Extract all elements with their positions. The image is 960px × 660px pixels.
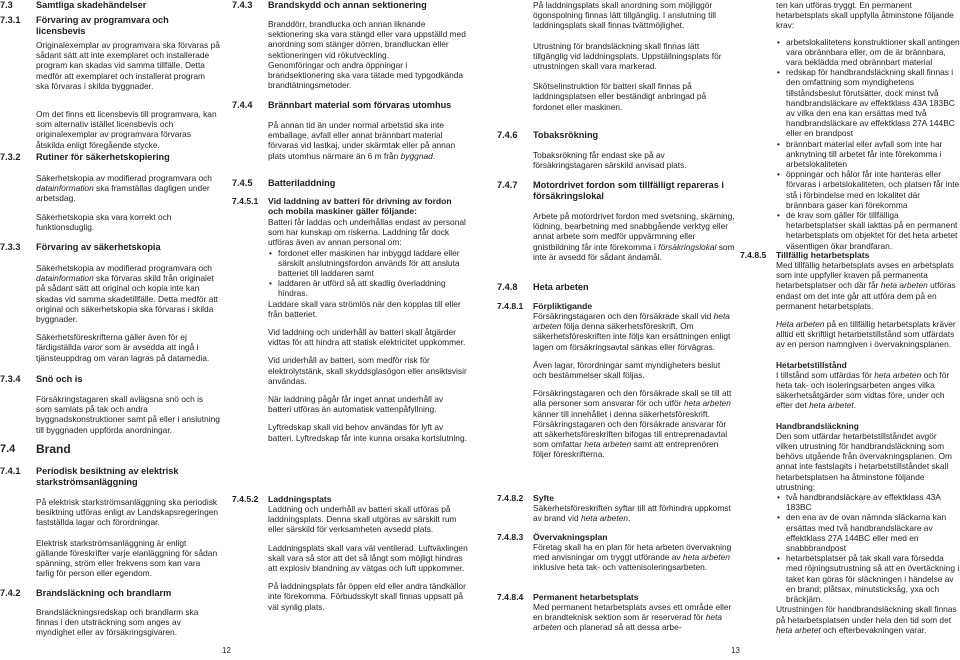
paragraph: Försäkringstagaren och den försäkrade skall vid heta arbeten följa denna säkerhetsföreskrift. Om säkerhetsföreskriften inte följs kan ersättningen enligt lagen om försäkringsavtal sänkas eller förvägras. <box>533 311 731 352</box>
section-heading: Brandsläckning och brandlarm <box>36 588 172 598</box>
section-number: 7.4.6 <box>497 130 518 140</box>
section-number: 7.4.8.2 <box>497 493 524 503</box>
section-7-3-2 <box>0 152 220 163</box>
section-7-4-2 <box>0 588 220 599</box>
paragraph: ten kan utföras tryggt. En permanent hetarbetsplats skall uppfylla åtminstone följande krav: <box>776 0 954 31</box>
paragraph: Originalexemplar av programvara ska förvaras på sådant sätt att inte exemplaret och installerade program kan skadas vid samma tillfälle. Detta medför att exemplaret och installerat program ska förvaras i skilda byggnader. <box>36 40 220 91</box>
paragraph: Branddörr, brandlucka och annan liknande sektionering ska vara stängd eller vara uppställd med anordning som stänger dörren, brandluckan eller sektioneringen vid rökutveckling. <box>268 19 466 60</box>
section-heading: Laddningsplats <box>268 494 332 504</box>
list-item: • fordonet eller maskinen har inbyggd laddare eller särskilt anslutningsfordon används för att ansluta batteriet till laddaren samt <box>268 248 468 279</box>
paragraph: Brandsläckningsredskap och brandlarm ska finnas i den utsträckning som anges av myndighet eller av försäkringsgivaren. <box>36 607 199 638</box>
paragraph: På annan tid än under normal arbetstid ska inte emballage, avfall eller annat brännbart material förvaras vid lastkaj, under skärmtak eller på annan plats utomhus närmare än 6 m från byggnad. <box>268 120 456 161</box>
section-heading: Permanent hetarbetsplats <box>533 592 639 602</box>
section-number: 7.4.4 <box>232 100 253 110</box>
section-7-4-5-1 <box>232 196 468 216</box>
section-7-4-7 <box>497 180 735 202</box>
list-item: • brännbart material eller avfall som inte har anknytning till arbetet får inte förekomma i arbetslokaliteten <box>776 139 960 170</box>
text-block <box>232 19 468 90</box>
section-number: 7.4 <box>0 443 16 455</box>
paragraph: Säkerhetsföreskrifterna gäller även för ej färdigställda varor som är avsedda att ingå i tjänsteuppdrag om varan lagras på datamedia. <box>36 332 210 363</box>
section-number: 7.3.2 <box>0 152 21 162</box>
text-block <box>0 263 220 363</box>
section-7-4-8-5 <box>740 250 960 260</box>
section-number: 7.3.4 <box>0 374 21 384</box>
text-block <box>497 311 735 460</box>
section-number: 7.4.5 <box>232 178 253 188</box>
list-item: • öppningar och hålor får inte hanteras eller förvaras i arbetslokaliteten, och platsen får inte stå i förbindelse med en lokalitet där brännbara gaser kan förekomma <box>776 169 960 210</box>
text-block <box>740 0 960 251</box>
list-item: • redskap för handbrandsläckning skall finnas i den omfattning som myndighetens tillståndsbeslut förutsätter, dock minst två handbrandsläckare av effektklass 43A 183BC av vilka den ena kan ersättas med två handbrandsläckare av effektklass 27A 144BC eller en brandpost <box>776 67 960 138</box>
section-number: 7.4.7 <box>497 180 518 190</box>
section-heading: Vid laddning av batteri för drivning av fordon och mobila maskiner gäller följande: <box>268 196 452 217</box>
paragraph: Försäkringstagaren skall avlägsna snö och is som samlats på tak och andra byggnadskonstruktioner samt på eller i anslutning till byggnaden uppförda anordningar. <box>36 394 220 435</box>
section-heading: Batteriladdning <box>268 178 336 188</box>
paragraph: Med tillfällig hetarbetsplats avses en arbetsplats som inte uppfyller kraven på permanenta hetarbetsplatser och där får heta arbeten utföras endast om det inte går att utföra dem på en permanent hetarbetsplats. <box>776 260 956 311</box>
paragraph: Även lagar, förordningar samt myndigheters beslut och bestämmelser skall följas. <box>533 359 721 381</box>
text-block <box>497 0 735 112</box>
section-heading: Brand <box>36 442 71 456</box>
paragraph: Säkerhetskopia av modifierad programvara och datainformation ska framställas dagligen under arbetsdag. <box>36 173 212 204</box>
paragraph: Säkerhetsföreskriften syftar till att förhindra uppkomst av brand vid heta arbeten. <box>533 503 731 524</box>
section-7-3-3 <box>0 242 220 253</box>
paragraph: Genomföringar och andra öppningar i brandsektionering ska vara tätade med typgodkända brandtätningsmetoder. <box>268 59 464 91</box>
section-heading: Periodisk besiktning av elektrisk starkströmsanläggning <box>36 466 179 487</box>
section-number: 7.4.2 <box>0 588 21 598</box>
section-number: 7.3.1 <box>0 15 21 25</box>
section-number: 7.4.5.1 <box>232 196 259 206</box>
paragraph: Lyftredskap skall vid behov användas för lyft av batteri. Lyftredskap får inte kunna orsaka kortslutning. <box>268 422 467 443</box>
section-number: 7.4.8.1 <box>497 301 524 311</box>
paragraph: Elektrisk starkströmsanläggning är enligt gällande föreskrifter varje elanläggning för sådan spänning, ström eller frekvens som kan vara farlig för person eller egendom. <box>36 537 218 579</box>
paragraph: Utrustning för brandsläckning skall finnas lätt tillgänglig vid laddningsplats. Uppställningsplats för utrustningen skall vara markerad. <box>533 40 722 72</box>
section-number: 7.4.8.5 <box>740 250 767 260</box>
paragraph: På elektrisk starkströmsanläggning ska periodisk besiktning utföras enligt av Landskapsregeringen fastställda lagar och förordningar. <box>36 497 219 528</box>
text-block <box>497 150 735 170</box>
section-heading: Rutiner för säkerhetskopiering <box>36 152 170 162</box>
paragraph: Utrustningen för handbrandsläckning skall finnas på hetarbetsplatsen under hela den tid som det heta arbetet och efterbevakningen varar. <box>776 604 957 635</box>
paragraph: Skötselinstruktion för batteri skall finnas på laddningsplatsen eller beständigt anbringad på fordonet eller maskinen. <box>533 81 707 112</box>
bullet-list <box>776 37 960 251</box>
paragraph: Tobaksrökning får endast ske på av försäkringstagaren särskild anvisad plats. <box>533 150 687 171</box>
section-7-4-8 <box>497 282 735 293</box>
section-7-4-1 <box>0 466 220 488</box>
text-block <box>232 504 468 612</box>
section-number: 7.3.3 <box>0 242 21 252</box>
section-heading: Heta arbeten <box>533 282 589 292</box>
section-heading: Tobaksrökning <box>533 130 599 140</box>
section-7-4 <box>0 442 220 456</box>
text-block <box>0 607 220 638</box>
list-item: • hetarbetsplatser på tak skall vara försedda med röjningsutrustning så att en övertäckning i taket kan göras för släckningen i händelse av en brand; plåtsax, minutsticksåg, yxa och bräckjärn. <box>776 553 960 604</box>
section-7-4-8-3 <box>497 532 735 542</box>
section-7-4-5 <box>232 178 468 189</box>
section-number: 7.4.5.2 <box>232 494 259 504</box>
paragraph: Arbete på motordrivet fordon med svetsning, skärning, lödning, bearbetning med snabbgående verktyg eller annat arbete som medför uppvärmning eller gnistbildning får inte förekomma i försäkringslokal som inte är avsedd för sådant ändamål. <box>533 211 735 262</box>
paragraph: Säkerhetskopia av modifierad programvara och datainformation ska förvaras skild från originalet på sådant sätt att original och kopia inte kan skadas vid samma skadetillfälle. Detta medför att original och säkerhetskopia ska förvaras i skilda byggnader. <box>36 263 219 325</box>
section-number: 7.4.3 <box>232 0 253 10</box>
bullet-list <box>268 248 468 299</box>
text-block <box>497 542 735 573</box>
paragraph: Med permanent hetarbetsplats avses ett område eller en brandteknisk sektion som är reserverad för heta arbeten och planerad så att dessa arbe- <box>533 602 732 633</box>
text-block <box>497 602 735 633</box>
list-item: • arbetslokalitetens konstruktioner skall antingen vara obrännbara eller, om de är brännbara, vara beklädda med obrännbart material <box>776 37 960 68</box>
bullet-list <box>776 492 960 604</box>
paragraph: Handbrandsläckning Den som utfärdar hetarbetstillståndet avgör vilken utrustning för handbrandsläckning som behövs utgående från övervakningsplanen. Om annat inte fastslagits i hetarbetstillståndet skall hetarbetsplatsen ha åtminstone följande utrustning: <box>776 420 952 492</box>
section-heading: Snö och is <box>36 374 83 384</box>
subheading: Hetarbetstillstånd <box>776 359 847 370</box>
paragraph: När laddning pågår får inget annat underhåll av batteri utföras än automatisk vattenpåfyllning. <box>268 394 444 415</box>
section-7-4-8-1 <box>497 301 735 311</box>
section-number: 7.4.8.3 <box>497 532 524 542</box>
section-heading: Förvaring av säkerhetskopia <box>36 242 161 252</box>
section-heading: Brandskydd och annan sektionering <box>268 0 427 10</box>
section-heading: Syfte <box>533 493 555 503</box>
section-7-3 <box>0 0 220 11</box>
text-block <box>0 173 220 232</box>
text-block <box>232 120 468 161</box>
section-heading: Motordrivet fordon som tillfälligt repareras i försäkringslokal <box>533 180 724 201</box>
text-block <box>232 217 468 443</box>
paragraph: Laddare skall vara strömlös när den kopplas till eller från batteriet. <box>268 298 461 319</box>
section-heading: Förvaring av programvara och licensbevis <box>36 15 169 36</box>
list-item: • de krav som gäller för tillfälliga hetarbetsplatser skall iakttas på en permanent hetarbetsplats om objektet för det heta arbetet väsentligen ökar brandfaran. <box>776 210 960 251</box>
paragraph: På laddningsplats får öppen eld eller andra tändkällor inte förekomma. Förbudsskylt skall finnas uppsatt på väl synlig plats. <box>268 581 466 612</box>
section-heading: Tillfällig hetarbetsplats <box>776 250 870 260</box>
paragraph: På laddningsplats skall anordning som möjliggör ögonspolning finnas lätt tillgänglig. I anslutning till laddningsplats skall finnas tvättmöjlighet. <box>533 0 716 31</box>
section-7-4-5-2 <box>232 494 468 504</box>
text-block <box>497 211 735 262</box>
subheading: Handbrandsläckning <box>776 420 859 431</box>
section-heading: Övervakningsplan <box>533 532 608 542</box>
text-block <box>0 394 220 435</box>
section-number: 7.4.1 <box>0 466 21 476</box>
section-7-4-3 <box>232 0 468 11</box>
paragraph: Vid underhåll av batteri, som medför risk för elektrolytstänk, skall skyddsglasögon eller ansiktsvisir användas. <box>268 355 467 386</box>
list-item: • laddaren är utförd så att skadlig överladdning hindras. <box>268 278 468 298</box>
paragraph: Batteri får laddas och underhållas endast av personal som har kunskap om riskerna. Laddning får dock utföras även av annan personal om: <box>268 217 466 248</box>
page-number-left: 12 <box>222 646 231 655</box>
list-item: • den ena av de ovan nämnda släckarna kan ersättas med två handbrandsläckare av effektklass 27A 144BC eller med en snabbbrandpost <box>776 512 960 553</box>
section-7-3-1 <box>0 15 220 37</box>
section-heading: Samtliga skadehändelser <box>36 0 147 10</box>
paragraph: Laddning och underhåll av batteri skall utföras på laddningsplats. Denna skall utgöras av särskilt rum eller särskild för verksamheten avsedd plats. <box>268 504 457 535</box>
list-item: • två handbrandsläckare av effektklass 43A 183BC <box>776 492 960 512</box>
text-block <box>740 260 960 635</box>
paragraph: Säkerhetskopia ska vara korrekt och funktionsduglig. <box>36 211 172 232</box>
section-7-4-4 <box>232 100 468 111</box>
section-heading: Brännbart material som förvaras utomhus <box>268 100 452 110</box>
section-7-3-4 <box>0 374 220 385</box>
section-7-4-8-4 <box>497 592 735 602</box>
section-7-4-8-2 <box>497 493 735 503</box>
text-block <box>0 497 220 578</box>
paragraph: Hetarbetstillstånd I tillstånd som utfärdas för heta arbeten och för heta tak- och isoleringsarbeten anges vilka säkerhetsåtgärder som vidtas före, under och efter det heta arbetet. <box>776 359 950 411</box>
section-number: 7.4.8.4 <box>497 592 524 602</box>
paragraph: Laddningsplats skall vara väl ventilerad. Luftväxlingen skall vara så stor att det så långt som möjligt hindras att explosiv blandning av vätgas och luft uppkommer. <box>268 542 468 574</box>
paragraph: Om det finns ett licensbevis till programvara, kan som alternativ istället licensbevis och originalexemplar av programvara förvaras åtskilda enligt föregående stycke. <box>36 109 217 150</box>
paragraph: Företag skall ha en plan för heta arbeten övervakning med anvisningar om tryggt utförande av heta arbeten inklusive heta tak- och vattenisoleringsarbeten. <box>533 542 732 573</box>
section-heading: Förpliktigande <box>533 301 593 311</box>
text-block <box>0 40 220 150</box>
paragraph: Försäkringstagaren och den försäkrade skall se till att alla personer som ansvarar för och utför heta arbeten känner till innehållet i denna säkerhetsföreskrift. Försäkringstagaren och den försäkrade ansvarar för att säkerhetsföreskriften bifogas till entreprenadavtal som omfattar heta arbeten samt att entreprenören följer föreskrifterna. <box>533 388 732 460</box>
section-number: 7.4.8 <box>497 282 518 292</box>
section-7-4-6 <box>497 130 735 141</box>
paragraph: Vid laddning och underhåll av batteri skall åtgärder vidtas för att hindra att statisk elektricitet uppkommer. <box>268 327 466 348</box>
paragraph: Heta arbeten på en tillfällig hetarbetsplats kräver alltid ett skriftligt hetarbetstillstånd som utfärdats av en person namngiven i övervakningsplanen. <box>776 319 956 350</box>
text-block <box>497 503 735 523</box>
page-number-right: 13 <box>731 646 740 655</box>
section-number: 7.3 <box>0 0 13 10</box>
